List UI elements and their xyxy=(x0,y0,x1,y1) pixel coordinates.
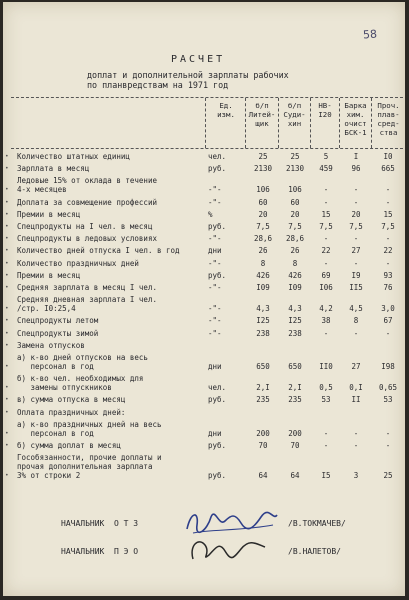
row-unit: -"- xyxy=(208,258,222,268)
row-value: 64 xyxy=(290,471,300,481)
row-unit: чел. xyxy=(208,152,227,161)
row-bullet: • xyxy=(5,472,9,480)
row-value: - xyxy=(323,234,329,244)
row-value: 20 xyxy=(351,209,361,219)
row-value: 8 xyxy=(353,316,359,326)
row-label: б) сумма доплат в месяц xyxy=(17,441,121,450)
row-value: 15 xyxy=(321,209,331,219)
row-value: I09 xyxy=(288,283,302,292)
table-row xyxy=(3,341,405,350)
row-value: I0 xyxy=(383,152,393,161)
row-bullet: • xyxy=(5,210,9,218)
row-value: II0 xyxy=(319,362,333,371)
signature-role-2: НАЧАЛЬНИК П Э О xyxy=(61,547,139,556)
row-unit: дни xyxy=(208,362,222,371)
row-value: - xyxy=(385,428,391,438)
row-label: б) к-во чел. необходимых для замены отпускников xyxy=(17,374,144,393)
row-label: Спецпродукты на I чел. в месяц xyxy=(17,222,153,231)
row-value: - xyxy=(385,258,391,268)
row-value: II xyxy=(351,395,361,405)
column-header-nv-120: НВ- I20 xyxy=(318,101,332,119)
row-unit: -"- xyxy=(208,316,222,326)
document-subtitle-line-1: доплат и дополнительной зарплаты рабочих xyxy=(87,70,289,80)
row-value: - xyxy=(323,197,329,207)
row-label: Средняя дневная зарплата I чел. /стр. I0:25,4 xyxy=(17,295,157,314)
row-value: - xyxy=(323,185,329,195)
row-value: I09 xyxy=(256,283,270,292)
row-value: 8 xyxy=(292,258,298,268)
row-bullet: • xyxy=(5,247,9,255)
row-value: 64 xyxy=(258,471,268,481)
row-unit: руб. xyxy=(208,270,227,280)
row-label: Премии в месяц xyxy=(17,270,81,280)
row-bullet: • xyxy=(5,271,9,279)
table-row xyxy=(3,374,405,392)
column-header-unit: Ед. изм. xyxy=(217,101,235,119)
document-page xyxy=(3,2,405,596)
row-value: 67 xyxy=(383,316,393,326)
row-value: 70 xyxy=(290,441,300,450)
row-label: Гособязанности, прочие доплаты и прочая дополнительная зарплата 3% от строки 2 xyxy=(17,453,162,481)
document-subtitle-line-2: по планвредствам на 1971 год xyxy=(87,80,229,90)
table-row xyxy=(3,164,405,173)
row-value: II5 xyxy=(349,283,363,292)
row-value: I25 xyxy=(288,316,302,326)
row-value: I9 xyxy=(351,270,361,280)
table-row xyxy=(3,234,405,243)
handwritten-signature-2 xyxy=(185,535,275,565)
row-label: Доплата за совмещение профессий xyxy=(17,197,157,207)
row-unit: % xyxy=(208,209,213,219)
row-value: 7,5 xyxy=(288,222,302,231)
table-row xyxy=(3,210,405,219)
row-value: 7,5 xyxy=(381,222,395,231)
table-row xyxy=(3,353,405,371)
row-value: 28,6 xyxy=(253,234,273,244)
row-label: а) к-во праздничных дней на весь персонал в год xyxy=(17,419,162,438)
row-value: 96 xyxy=(351,164,361,174)
row-value: - xyxy=(353,197,359,207)
row-value: 20 xyxy=(258,209,268,219)
row-value: - xyxy=(353,185,359,195)
row-unit: руб. xyxy=(208,471,227,481)
table-row xyxy=(3,329,405,338)
table-row xyxy=(3,271,405,280)
row-value: 200 xyxy=(288,428,302,438)
row-bullet: • xyxy=(5,429,9,437)
row-label: Премии в месяц xyxy=(17,209,81,219)
table-row xyxy=(3,295,405,313)
row-value: - xyxy=(385,234,391,244)
row-value: 2130 xyxy=(285,164,305,174)
row-label: Зарплата в месяц xyxy=(17,164,90,174)
table-top-rule xyxy=(11,97,403,98)
row-value: 26 xyxy=(258,246,268,256)
row-value: 0,I xyxy=(349,383,363,393)
signature-name-1: /В.ТОКМАЧЕВ/ xyxy=(288,519,346,528)
table-row xyxy=(3,441,405,450)
row-bullet: • xyxy=(5,384,9,392)
column-header-sudikhin: б/п Суди- хин xyxy=(283,101,306,128)
row-value: 2,I xyxy=(256,383,270,393)
row-value: 20 xyxy=(290,209,300,219)
row-value: I25 xyxy=(256,316,270,326)
row-value: 7,5 xyxy=(349,222,363,231)
row-value: - xyxy=(323,428,329,438)
row-value: 25 xyxy=(383,471,393,481)
row-label: Средняя зарплата в месяц I чел. xyxy=(17,283,157,292)
row-value: 93 xyxy=(383,270,393,280)
row-unit: руб. xyxy=(208,164,227,174)
row-unit: чел. xyxy=(208,383,227,393)
row-value: - xyxy=(353,234,359,244)
row-value: 0,65 xyxy=(378,383,398,393)
row-unit: руб. xyxy=(208,441,227,450)
row-label: Количество штатных единиц xyxy=(17,152,130,161)
row-value: 53 xyxy=(383,395,393,405)
row-value: - xyxy=(323,328,329,338)
row-unit: -"- xyxy=(208,185,222,195)
row-unit: -"- xyxy=(208,328,222,338)
row-value: 5 xyxy=(323,152,329,161)
row-value: 27 xyxy=(351,246,361,256)
table-row xyxy=(3,395,405,404)
row-value: 4,2 xyxy=(319,304,333,314)
row-value: 235 xyxy=(256,395,270,405)
row-value: I06 xyxy=(319,283,333,292)
row-value: 69 xyxy=(321,270,331,280)
table-row xyxy=(3,408,405,417)
row-value: - xyxy=(353,258,359,268)
row-value: 7,5 xyxy=(319,222,333,231)
row-bullet: • xyxy=(5,442,9,449)
row-value: I98 xyxy=(381,362,395,371)
row-unit: дни xyxy=(208,428,222,438)
row-value: 665 xyxy=(381,164,395,174)
row-value: - xyxy=(323,441,329,450)
row-value: - xyxy=(323,258,329,268)
table-row xyxy=(3,316,405,325)
table-row xyxy=(3,420,405,438)
row-value: 200 xyxy=(256,428,270,438)
row-label: Количество праздничных дней xyxy=(17,258,139,268)
row-value: 238 xyxy=(288,328,302,338)
row-value: 3 xyxy=(353,471,359,481)
signature-name-2: /В.НАЛЕТОВ/ xyxy=(288,547,341,556)
row-bullet: • xyxy=(5,305,9,313)
table-row xyxy=(3,283,405,292)
row-bullet: • xyxy=(5,363,9,370)
row-value: I5 xyxy=(321,471,331,481)
row-value: 2,I xyxy=(288,383,302,393)
row-bullet: • xyxy=(5,259,9,267)
row-unit: руб. xyxy=(208,222,227,231)
row-value: 7,5 xyxy=(256,222,270,231)
row-label: Замена отпусков xyxy=(17,340,85,350)
column-header-other-vessels: Проч. плав- сред- ства xyxy=(377,101,400,137)
row-unit: -"- xyxy=(208,283,222,292)
row-value: 28,6 xyxy=(285,234,305,244)
row-value: 8 xyxy=(260,258,266,268)
column-divider xyxy=(205,98,206,148)
row-value: - xyxy=(353,428,359,438)
row-label: в) сумма отпуска в месяц xyxy=(17,395,126,405)
row-bullet: • xyxy=(5,396,9,404)
table-row xyxy=(3,246,405,255)
document-title: РАСЧЕТ xyxy=(171,54,226,65)
row-label: Спецпродукты в ледовых условиях xyxy=(17,234,157,244)
row-value: 26 xyxy=(290,246,300,256)
row-value: 0,5 xyxy=(319,383,333,393)
column-header-barka: Барка хим. очист БСК-1 xyxy=(344,101,367,137)
row-value: 25 xyxy=(258,152,268,161)
row-value: 650 xyxy=(288,362,302,371)
row-label: Оплата праздничных дней: xyxy=(17,407,126,417)
table-header-rule xyxy=(11,148,403,149)
row-label: Спецпродукты летом xyxy=(17,316,99,326)
row-value: 3,0 xyxy=(381,304,395,314)
row-value: 70 xyxy=(258,441,268,450)
row-value: 60 xyxy=(258,197,268,207)
row-bullet: • xyxy=(5,341,9,349)
row-value: 106 xyxy=(256,185,270,195)
row-value: 650 xyxy=(256,362,270,371)
row-unit: -"- xyxy=(208,234,222,244)
row-value: - xyxy=(353,328,359,338)
row-bullet: • xyxy=(5,408,9,416)
table-row xyxy=(3,259,405,268)
row-value: 426 xyxy=(256,270,270,280)
row-value: - xyxy=(385,441,391,450)
column-header-liteyshchik: б/п Литей- щик xyxy=(248,101,276,128)
row-unit: руб. xyxy=(208,395,227,405)
row-bullet: • xyxy=(5,198,9,206)
row-value: 4,5 xyxy=(349,304,363,314)
row-bullet: • xyxy=(5,153,9,160)
row-unit: -"- xyxy=(208,197,222,207)
table-row xyxy=(3,152,405,161)
row-bullet: • xyxy=(5,329,9,337)
row-value: - xyxy=(385,197,391,207)
row-value: - xyxy=(385,328,391,338)
table-row xyxy=(3,176,405,194)
row-value: 60 xyxy=(290,197,300,207)
row-unit: дни xyxy=(208,246,222,256)
table-row xyxy=(3,198,405,207)
row-value: 4,3 xyxy=(256,304,270,314)
row-value: 235 xyxy=(288,395,302,405)
row-label: Спецпродукты зимой xyxy=(17,328,99,338)
row-label: а) к-во дней отпусков на весь персонал в год xyxy=(17,353,148,371)
row-value: 15 xyxy=(383,209,393,219)
row-value: 53 xyxy=(321,395,331,405)
row-value: 238 xyxy=(256,328,270,338)
row-value: 4,3 xyxy=(288,304,302,314)
row-bullet: • xyxy=(5,235,9,243)
row-value: 426 xyxy=(288,270,302,280)
table-row xyxy=(3,453,405,480)
row-value: 25 xyxy=(290,152,300,161)
table-row xyxy=(3,222,405,231)
row-unit: -"- xyxy=(208,304,222,314)
row-label: Количество дней отпуска I чел. в год xyxy=(17,246,180,256)
row-bullet: • xyxy=(5,223,9,230)
row-value: 76 xyxy=(383,283,393,292)
row-value: 22 xyxy=(321,246,331,256)
row-value: - xyxy=(353,441,359,450)
row-value: 2130 xyxy=(253,164,273,174)
row-bullet: • xyxy=(5,186,9,194)
row-label: Ледовые 15% от оклада в течение 4-х месяцев xyxy=(17,176,157,195)
row-bullet: • xyxy=(5,165,9,173)
signature-role-1: НАЧАЛЬНИК О Т З xyxy=(61,519,139,528)
row-value: 22 xyxy=(383,246,393,256)
page-number: 58 xyxy=(362,27,378,42)
row-value: 106 xyxy=(288,185,302,195)
handwritten-signature-1 xyxy=(181,507,281,537)
row-bullet: • xyxy=(5,284,9,291)
row-value: I xyxy=(353,152,359,161)
row-bullet: • xyxy=(5,317,9,325)
row-value: 27 xyxy=(351,362,361,371)
row-value: 459 xyxy=(319,164,333,174)
row-value: - xyxy=(385,185,391,195)
row-value: 38 xyxy=(321,316,331,326)
